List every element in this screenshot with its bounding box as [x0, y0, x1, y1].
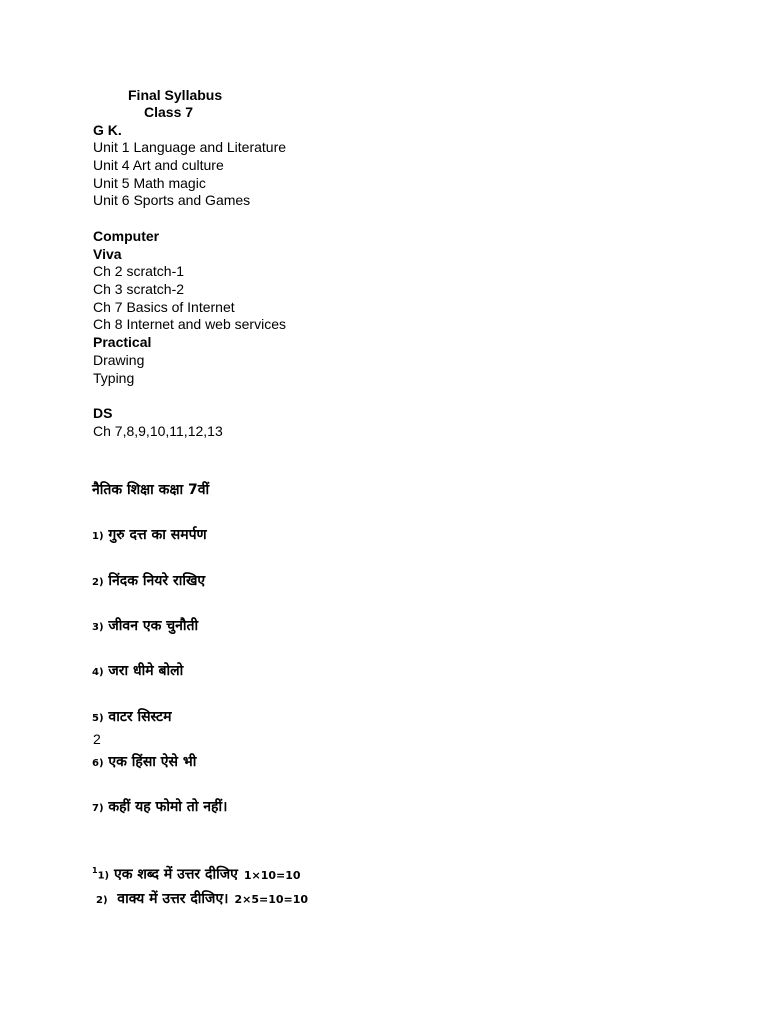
moral-item-number: 4): [92, 667, 104, 678]
moral-item-text: जरा धीमे बोलो: [108, 663, 184, 679]
question-marks: 1×10=10: [243, 868, 301, 882]
moral-item-number: 2): [92, 577, 104, 588]
moral-item: [92, 662, 183, 682]
ds-heading: DS: [93, 405, 113, 421]
practical-item: Typing: [93, 370, 135, 386]
stray-number: 2: [93, 731, 101, 747]
moral-item-text: गुरु दत्त का समर्पण: [108, 527, 207, 543]
moral-item-number: 3): [92, 622, 104, 633]
moral-education-heading: नैतिक शिक्षा कक्षा 7वीं: [92, 482, 210, 498]
question-type: [96, 890, 308, 910]
practical-item: Drawing: [93, 352, 145, 368]
moral-item-number: 6): [92, 758, 104, 769]
moral-item-number: 5): [92, 713, 104, 724]
moral-item: [92, 798, 227, 818]
moral-item: [92, 753, 196, 773]
viva-item: Ch 2 scratch-1: [93, 263, 185, 279]
question-marks: 2×5=10=10: [234, 893, 309, 906]
moral-item-text: एक हिंसा ऐसे भी: [108, 754, 197, 770]
moral-item-text: कहीं यह फोमो तो नहीं।: [108, 799, 228, 815]
moral-item: [92, 708, 171, 728]
gk-item: Unit 1 Language and Literature: [93, 139, 287, 155]
viva-item: Ch 3 scratch-2: [93, 281, 185, 297]
question-number: 2): [96, 895, 108, 906]
question-text: एक शब्द में उत्तर दीजिए: [113, 866, 238, 883]
moral-item-number: 1): [92, 531, 104, 542]
viva-item: Ch 8 Internet and web services: [93, 316, 286, 332]
computer-heading: Computer: [93, 228, 160, 244]
gk-item: Unit 5 Math magic: [93, 175, 206, 191]
gk-item: Unit 6 Sports and Games: [93, 192, 251, 208]
document-title: Final Syllabus: [128, 87, 223, 103]
ds-chapters: Ch 7,8,9,10,11,12,13: [93, 423, 223, 439]
question-footnote-mark: 1: [92, 866, 98, 875]
practical-heading: Practical: [93, 334, 152, 350]
question-type: [92, 862, 301, 886]
question-text: वाक्य में उत्तर दीजिए।: [117, 891, 229, 907]
viva-heading: Viva: [93, 246, 122, 262]
moral-item-text: निंदक नियरे राखिए: [108, 573, 206, 589]
viva-item: Ch 7 Basics of Internet: [93, 299, 235, 315]
question-number: 1): [97, 870, 110, 882]
moral-item-text: जीवन एक चुनौती: [108, 618, 199, 634]
moral-item: [92, 526, 207, 546]
gk-heading: G K.: [93, 122, 122, 138]
moral-item: [92, 617, 198, 637]
moral-item: [92, 572, 205, 592]
gk-item: Unit 4 Art and culture: [93, 157, 224, 173]
class-label: Class 7: [144, 104, 194, 120]
moral-item-number: 7): [92, 803, 104, 814]
moral-item-text: वाटर सिस्टम: [108, 709, 172, 725]
